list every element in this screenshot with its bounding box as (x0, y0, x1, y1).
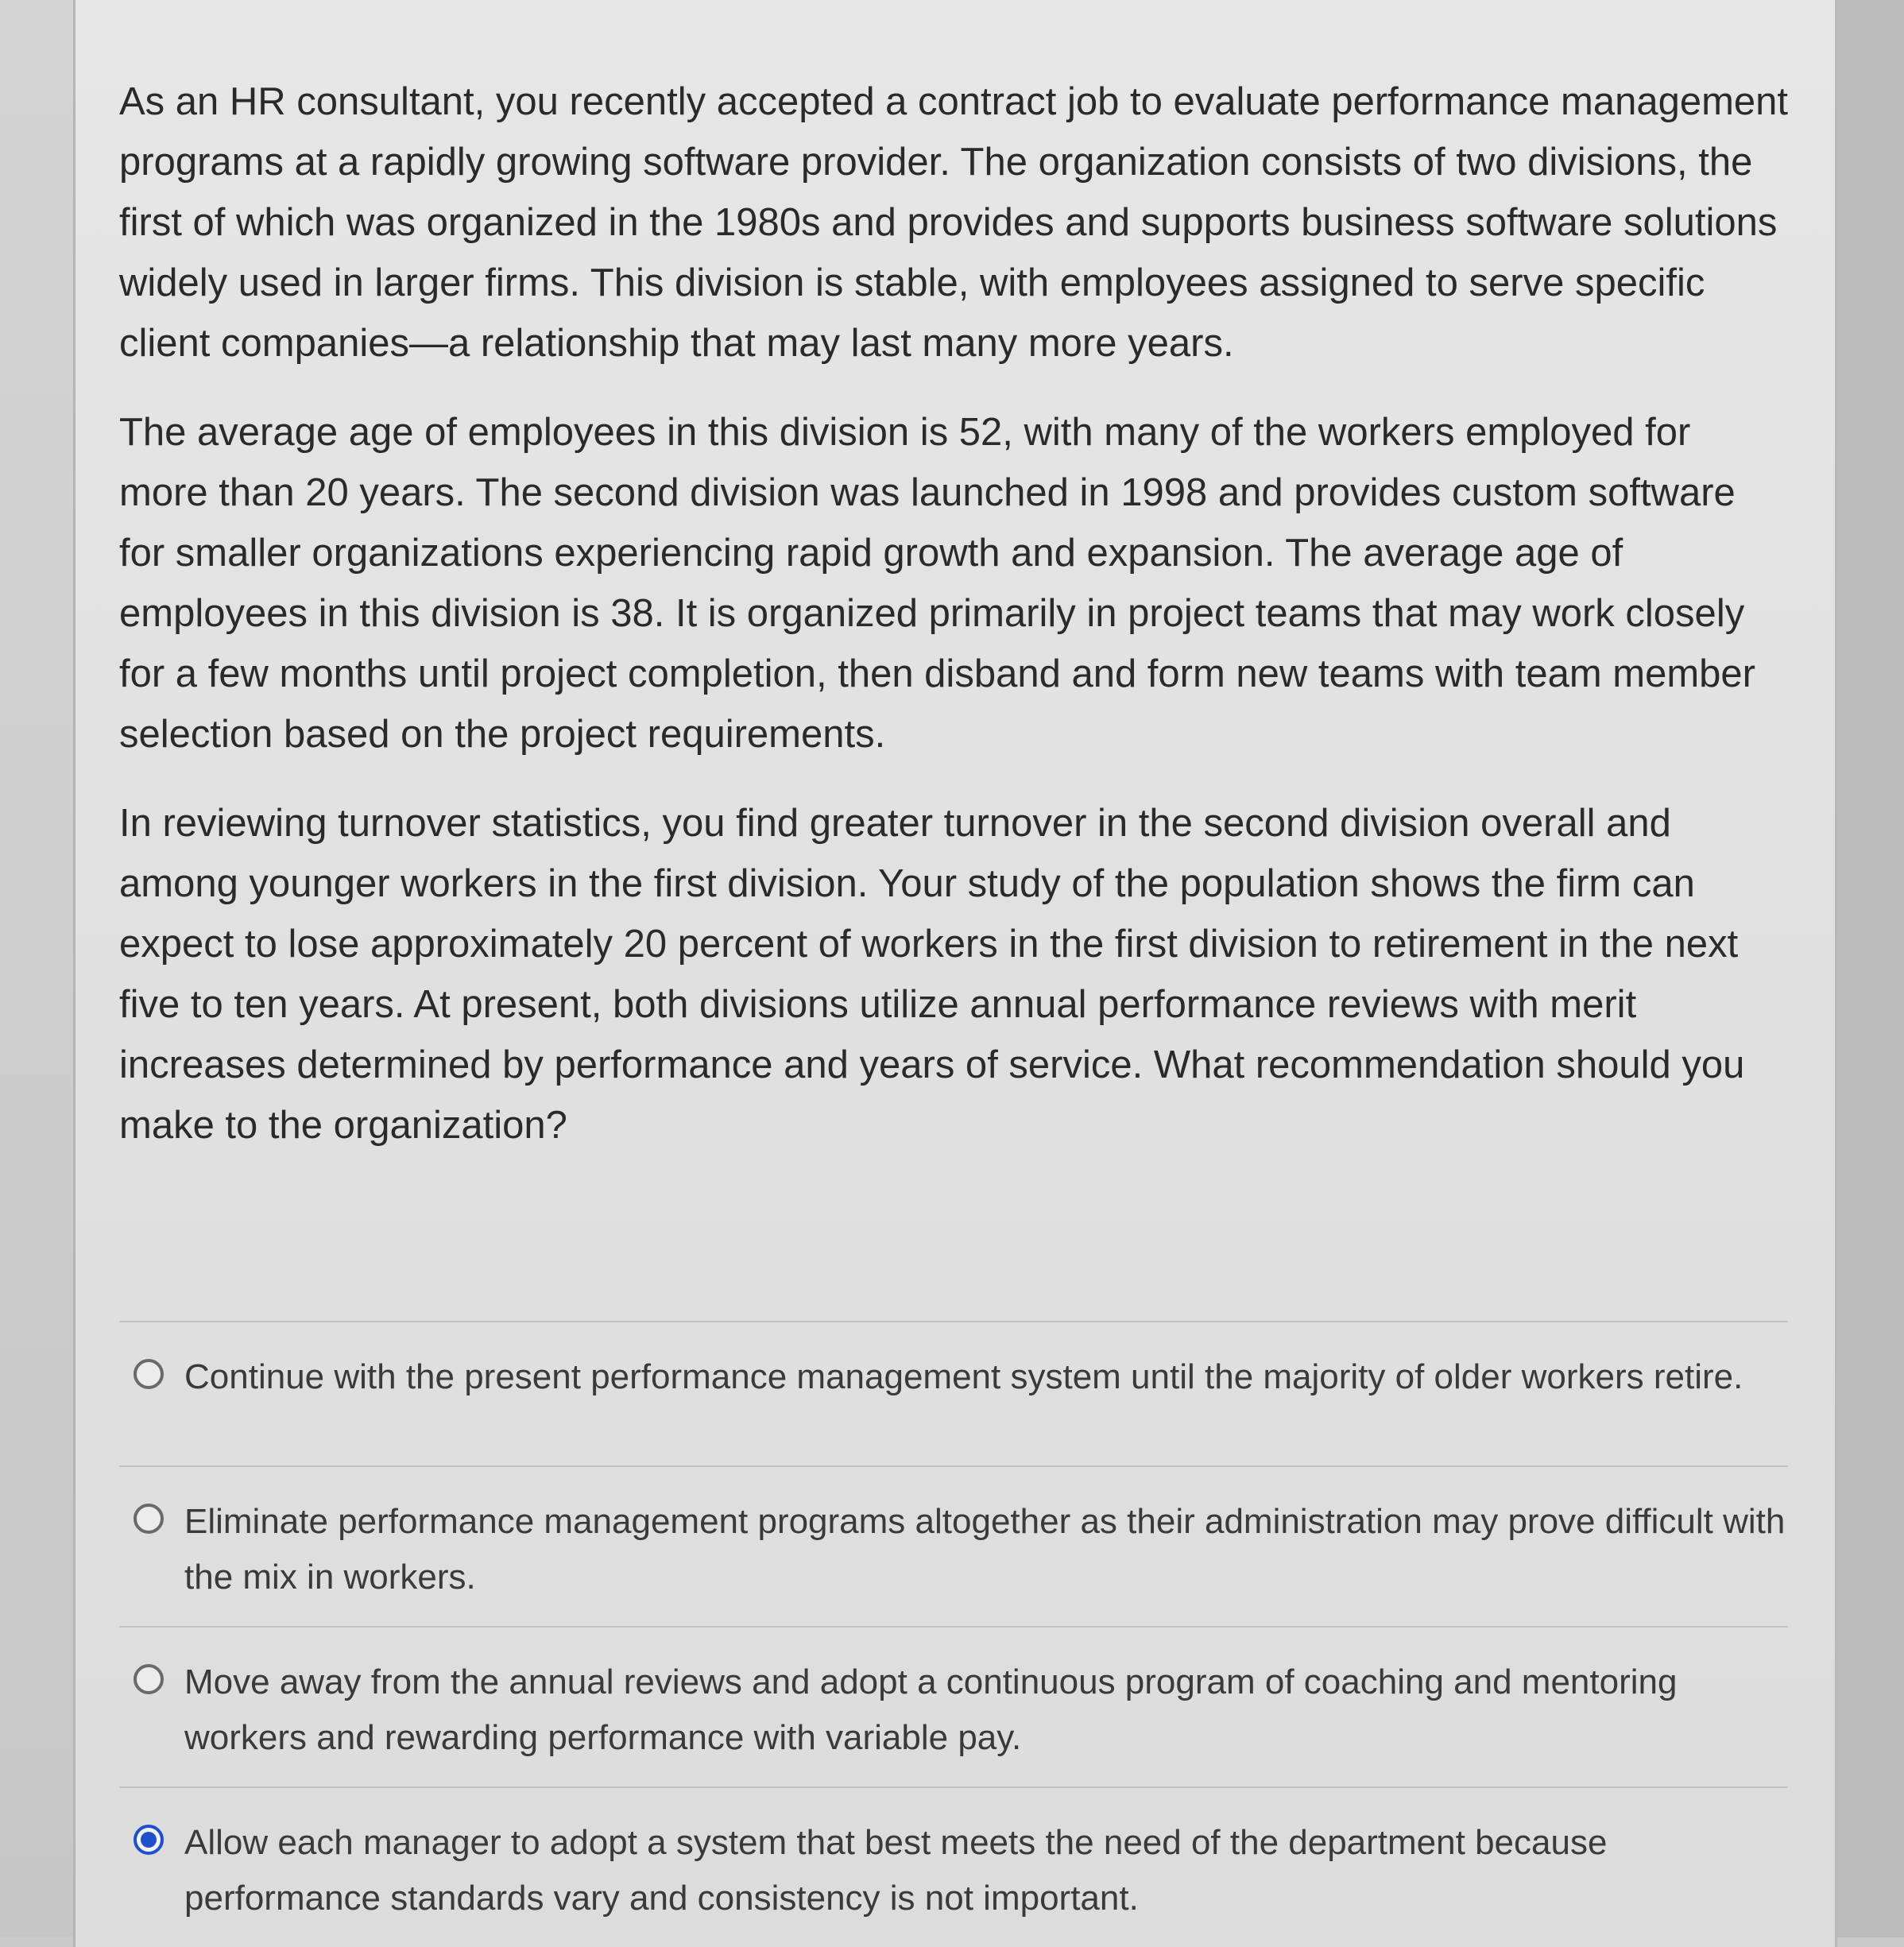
answer-option-label: Move away from the annual reviews and adopt a continuous program of coaching and mentoring workers and rewarding performance with variable pay. (184, 1662, 1678, 1757)
answer-option-label: Continue with the present performance management system until the majority of older workers retire. (184, 1357, 1743, 1396)
answer-option-4[interactable] (119, 1788, 1788, 1947)
answer-option-label: Allow each manager to adopt a system that best meets the need of the department because performance standards vary and consistency is not important. (184, 1823, 1608, 1918)
answer-option-label: Eliminate performance management programs altogether as their administration may prove difficult with the mix in workers. (184, 1502, 1786, 1597)
question-paragraph-1: As an HR consultant, you recently accepted a contract job to evaluate performance management programs at a rapidly growing software provider. The organization consists of two divisions, the first of which was organized in the 1980s and provides and supports business software solutions widely used in larger firms. This division is stable, with employees assigned to serve specific client companies—a relationship that may last many more years. (119, 80, 1789, 365)
answer-option-2[interactable] (119, 1467, 1788, 1626)
question-text (119, 72, 1788, 1184)
radio-button-icon[interactable] (134, 1504, 164, 1534)
right-margin (1837, 0, 1904, 1937)
question-paragraph-2: The average age of employees in this division is 52, with many of the workers employed for more than 20 years. The second division was launched in 1998 and provides custom software for smaller organizations experiencing rapid growth and expansion. The average age of employees in this division is 38. It is organized primarily in project teams that may work closely for a few months until project completion, then disband and form new teams with team member selection based on the project requirements. (119, 411, 1755, 756)
answer-options (119, 1321, 1788, 1947)
answer-option-1[interactable] (119, 1322, 1788, 1465)
question-paragraph-3: In reviewing turnover statistics, you find greater turnover in the second division overall and among younger workers in the first division. Your study of the population shows the firm can expect to lose approximately 20 percent of workers in the first division to retirement in the next five to ten years. At present, both divisions utilize annual performance reviews with merit increases determined by performance and years of service. What recommendation should you make to the organization? (119, 802, 1745, 1147)
radio-button-icon[interactable] (134, 1359, 164, 1389)
radio-button-icon[interactable] (134, 1664, 164, 1694)
radio-button-selected-icon[interactable] (134, 1825, 164, 1855)
answer-option-3[interactable] (119, 1628, 1788, 1786)
